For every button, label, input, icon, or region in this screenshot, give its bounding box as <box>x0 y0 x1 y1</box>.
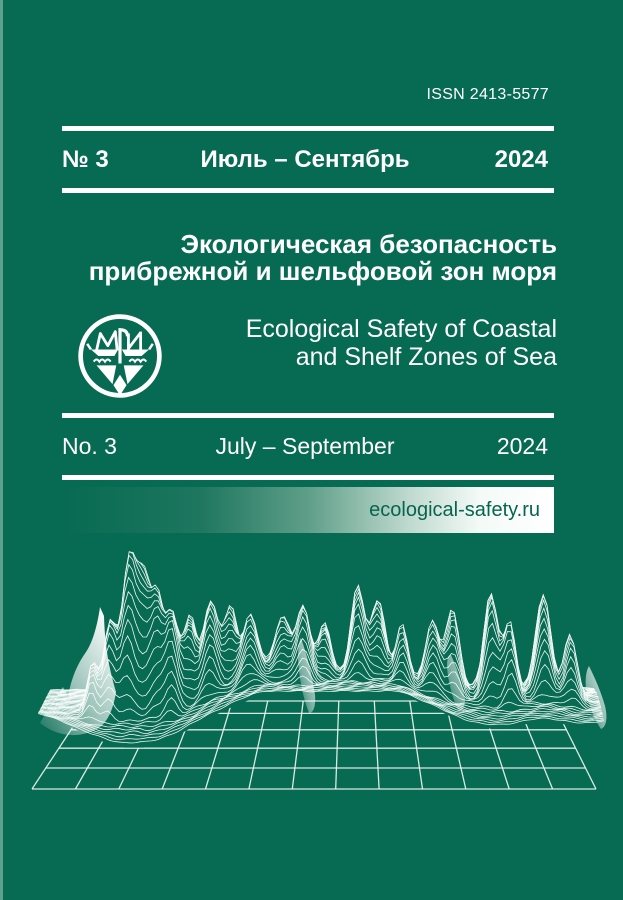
mhi-logo-icon <box>75 311 165 401</box>
page-left-edge <box>0 0 3 900</box>
website-link[interactable]: ecological-safety.ru <box>369 498 540 521</box>
issue-year-ru: 2024 <box>494 146 548 173</box>
divider-rule <box>62 188 554 193</box>
issue-row-ru <box>62 144 548 176</box>
issue-period-ru: Июль – Сентябрь <box>200 146 410 173</box>
title-en-line1: Ecological Safety of Coastal <box>245 315 557 343</box>
divider-rule <box>62 126 554 131</box>
issue-number-en: No. 3 <box>62 432 117 459</box>
journal-title-en <box>170 315 557 371</box>
issue-row-en <box>62 430 548 462</box>
journal-title-ru <box>40 231 557 285</box>
issue-period-en: July – September <box>215 432 395 459</box>
issue-year-en: 2024 <box>496 432 548 459</box>
title-en-line2: and Shelf Zones of Sea <box>295 343 557 371</box>
website-bar <box>62 487 554 533</box>
issn-label: ISSN 2413-5577 <box>426 86 549 103</box>
divider-rule <box>62 413 554 418</box>
title-ru-line2: прибрежной и шельфовой зон моря <box>88 256 557 286</box>
issue-number-ru: № 3 <box>62 146 109 173</box>
title-ru-line1: Экологическая безопасность <box>180 229 557 259</box>
divider-rule <box>62 475 554 480</box>
